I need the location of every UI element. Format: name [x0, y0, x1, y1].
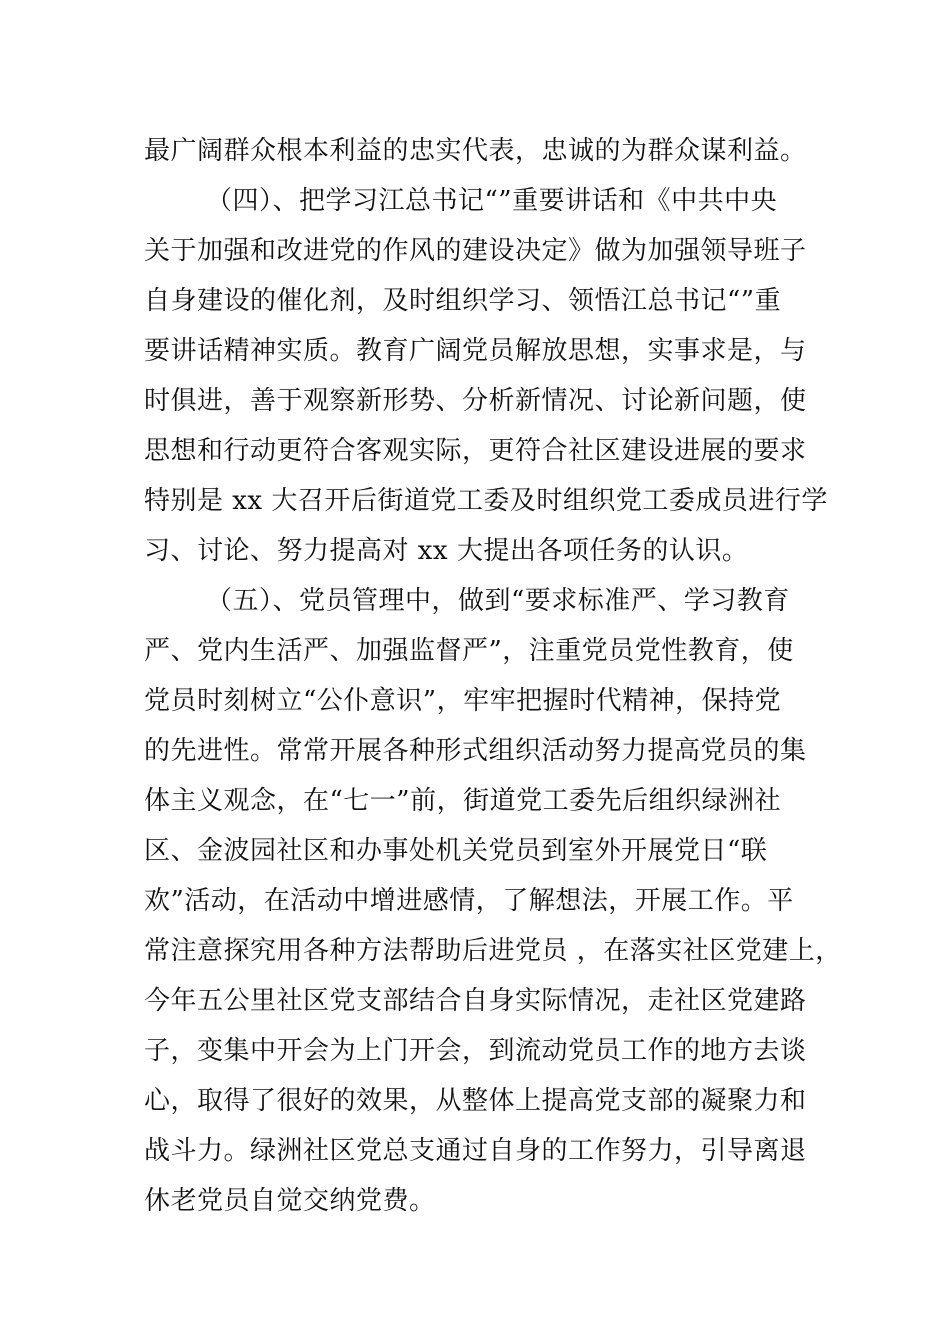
text-line: 区、金波园社区和办事处机关党员到室外开展党日“联: [144, 836, 768, 866]
text-line: 欢”活动，在活动中增进感情，了解想法，开展工作。平: [144, 886, 794, 916]
text-line: 心，取得了很好的效果，从整体上提高党支部的凝聚力和: [144, 1086, 807, 1116]
paragraph-start-line: （四）、把学习江总书记“”重要讲话和《中共中央: [206, 186, 778, 216]
text-line: 关于加强和改进党的作风的建设决定》做为加强领导班子: [144, 236, 807, 266]
text-line: 思想和行动更符合客观实际，更符合社区建设进展的要求: [144, 436, 807, 466]
text-line: 要讲话精神实质。教育广阔党员解放思想，实事求是，与: [144, 336, 807, 366]
text-line: 党员时刻树立“公仆意识”，牢牢把握时代精神，保持党: [144, 686, 782, 716]
text-line: 自身建设的催化剂，及时组织学习、领悟江总书记“”重: [144, 286, 782, 316]
text-line: 体主义观念，在“七一”前，街道党工委先后组织绿洲社: [144, 786, 782, 816]
text-line: 的先进性。常常开展各种形式组织活动努力提高党员的集: [144, 736, 807, 766]
text-line: 常注意探究用各种方法帮助后进党员 ，在落实社区党建上，: [144, 936, 842, 966]
text-line: 习、讨论、努力提高对 xx 大提出各项任务的认识。: [144, 536, 749, 566]
text-line: 时俱进，善于观察新形势、分析新情况、讨论新问题，使: [144, 386, 807, 416]
text-line: 特别是 xx 大召开后街道党工委及时组织党工委成员进行学: [144, 486, 828, 516]
text-line: 今年五公里社区党支部结合自身实际情况，走社区党建路: [144, 986, 807, 1016]
text-line: 严、党内生活严、加强监督严”，注重党员党性教育，使: [144, 636, 794, 666]
text-line: 战斗力。绿洲社区党总支通过自身的工作努力，引导离退: [144, 1136, 807, 1166]
text-line: 最广阔群众根本利益的忠实代表，忠诚的为群众谋利益。: [144, 136, 807, 166]
paragraph-start-line: （五）、党员管理中，做到“要求标准严、学习教育: [206, 586, 790, 616]
body-text: [144, 126, 842, 1226]
text-line: 子，变集中开会为上门开会，到流动党员工作的地方去谈: [144, 1036, 807, 1066]
text-line: 休老党员自觉交纳党费。: [144, 1186, 436, 1216]
